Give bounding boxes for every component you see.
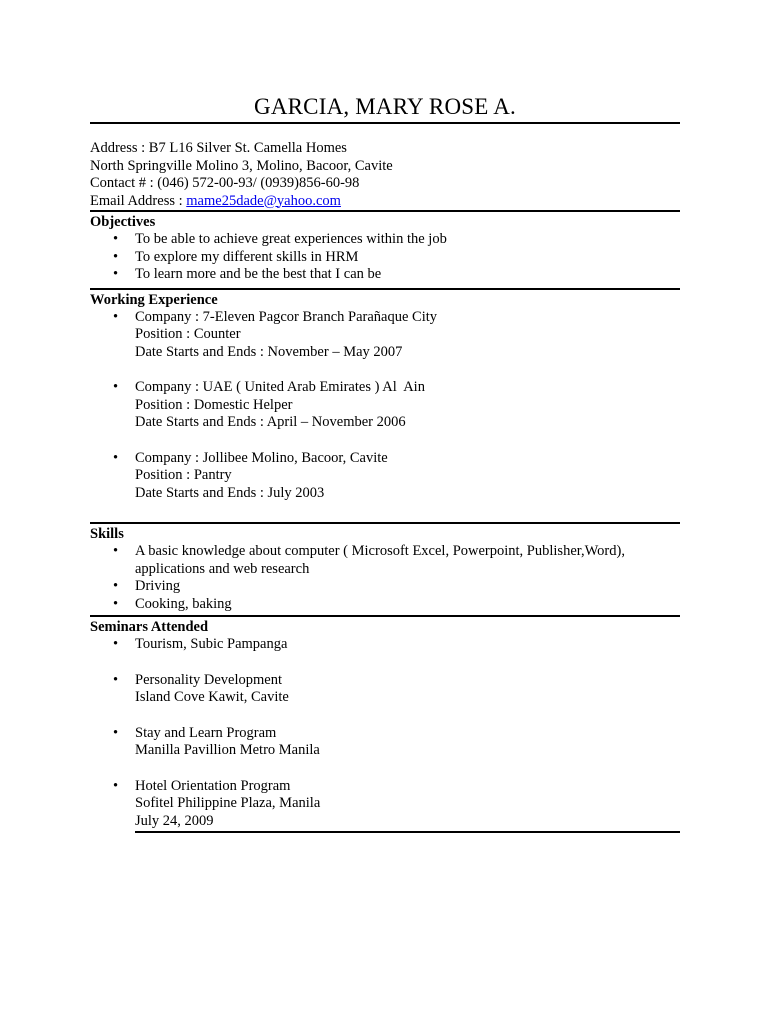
spacer: [90, 432, 680, 450]
spacer: [90, 707, 680, 725]
applicant-name: GARCIA, MARY ROSE A.: [254, 94, 516, 119]
experience-item: [90, 309, 680, 362]
contact-number: Contact # : (046) 572-00-93/ (0939)856-60-98: [90, 175, 360, 191]
contact-divider: [90, 210, 680, 212]
skills-divider: [90, 615, 680, 617]
seminars-list: [90, 636, 680, 830]
position: Position : Domestic Helper: [135, 396, 293, 413]
email-link[interactable]: mame25dade@yahoo.com: [186, 192, 341, 209]
contact-block: [90, 140, 680, 210]
spacer: [90, 502, 680, 522]
seminar-item: • Tourism, Subic Pampanga: [113, 636, 288, 652]
skill-item: • Driving: [113, 578, 181, 594]
spacer: [90, 760, 680, 778]
seminar-item: • Hotel Orientation Program Sofitel Philippine Plaza, Manila July 24, 2009: [113, 777, 321, 829]
experience-item: [90, 450, 680, 503]
list-item: • To be able to achieve great experiences within the job: [113, 231, 447, 247]
address-line-1: Address : B7 L16 Silver St. Camella Homes: [90, 140, 347, 156]
name-divider: [90, 122, 680, 124]
bullet-icon: •: [113, 308, 119, 325]
dates: Date Starts and Ends : July 2003: [135, 484, 325, 501]
bullet-icon: •: [113, 671, 119, 688]
objectives-list: [90, 231, 680, 284]
spacer: [90, 361, 680, 379]
email-line: [90, 193, 680, 211]
seminar-item: • Personality Development Island Cove Kawit, Cavite: [113, 671, 289, 705]
list-item: • To learn more and be the best that I can be: [113, 266, 382, 282]
bullet-icon: •: [113, 231, 119, 247]
bullet-icon: •: [113, 578, 119, 594]
position: Position : Pantry: [135, 467, 232, 483]
resume-content: [90, 94, 680, 833]
seminar-item: • Stay and Learn Program Manilla Pavillion Metro Manila: [113, 724, 320, 758]
company: Company : UAE ( United Arab Emirates ) Al Ain: [135, 379, 425, 395]
bullet-icon: •: [113, 543, 119, 559]
experience-divider: [90, 522, 680, 524]
bullet-icon: •: [113, 379, 119, 395]
bullet-icon: •: [113, 266, 119, 282]
company: Company : 7-Eleven Pagcor Branch Parañaque City: [135, 308, 438, 325]
address-line-2: North Springville Molino 3, Molino, Bacoor, Cavite: [90, 157, 393, 174]
experience-list: [90, 309, 680, 503]
experience-heading: Working Experience: [90, 291, 218, 308]
position: Position : Counter: [135, 326, 241, 342]
bullet-icon: •: [113, 449, 119, 466]
skills-list: [90, 543, 680, 613]
seminars-heading: Seminars Attended: [90, 619, 209, 635]
bullet-icon: •: [113, 777, 119, 794]
bullet-icon: •: [113, 724, 119, 741]
skill-item: • Cooking, baking: [113, 595, 232, 612]
seminars-divider: [135, 831, 680, 833]
bullet-icon: •: [113, 248, 119, 265]
objectives-divider: [90, 288, 680, 290]
objectives-heading: Objectives: [90, 214, 156, 230]
dates: Date Starts and Ends : November – May 2007: [135, 343, 403, 360]
bullet-icon: •: [113, 595, 119, 612]
experience-item: [90, 379, 680, 432]
skill-item: • A basic knowledge about computer ( Microsoft Excel, Powerpoint, Publisher,Word), applications and web research: [113, 543, 625, 577]
spacer: [90, 654, 680, 672]
dates: Date Starts and Ends : April – November 2006: [135, 414, 406, 430]
skills-heading: Skills: [90, 526, 124, 542]
list-item: • To explore my different skills in HRM: [113, 248, 359, 265]
bullet-icon: •: [113, 636, 119, 652]
email-label: Email Address :: [90, 192, 187, 209]
company: Company : Jollibee Molino, Bacoor, Cavite: [135, 449, 388, 466]
